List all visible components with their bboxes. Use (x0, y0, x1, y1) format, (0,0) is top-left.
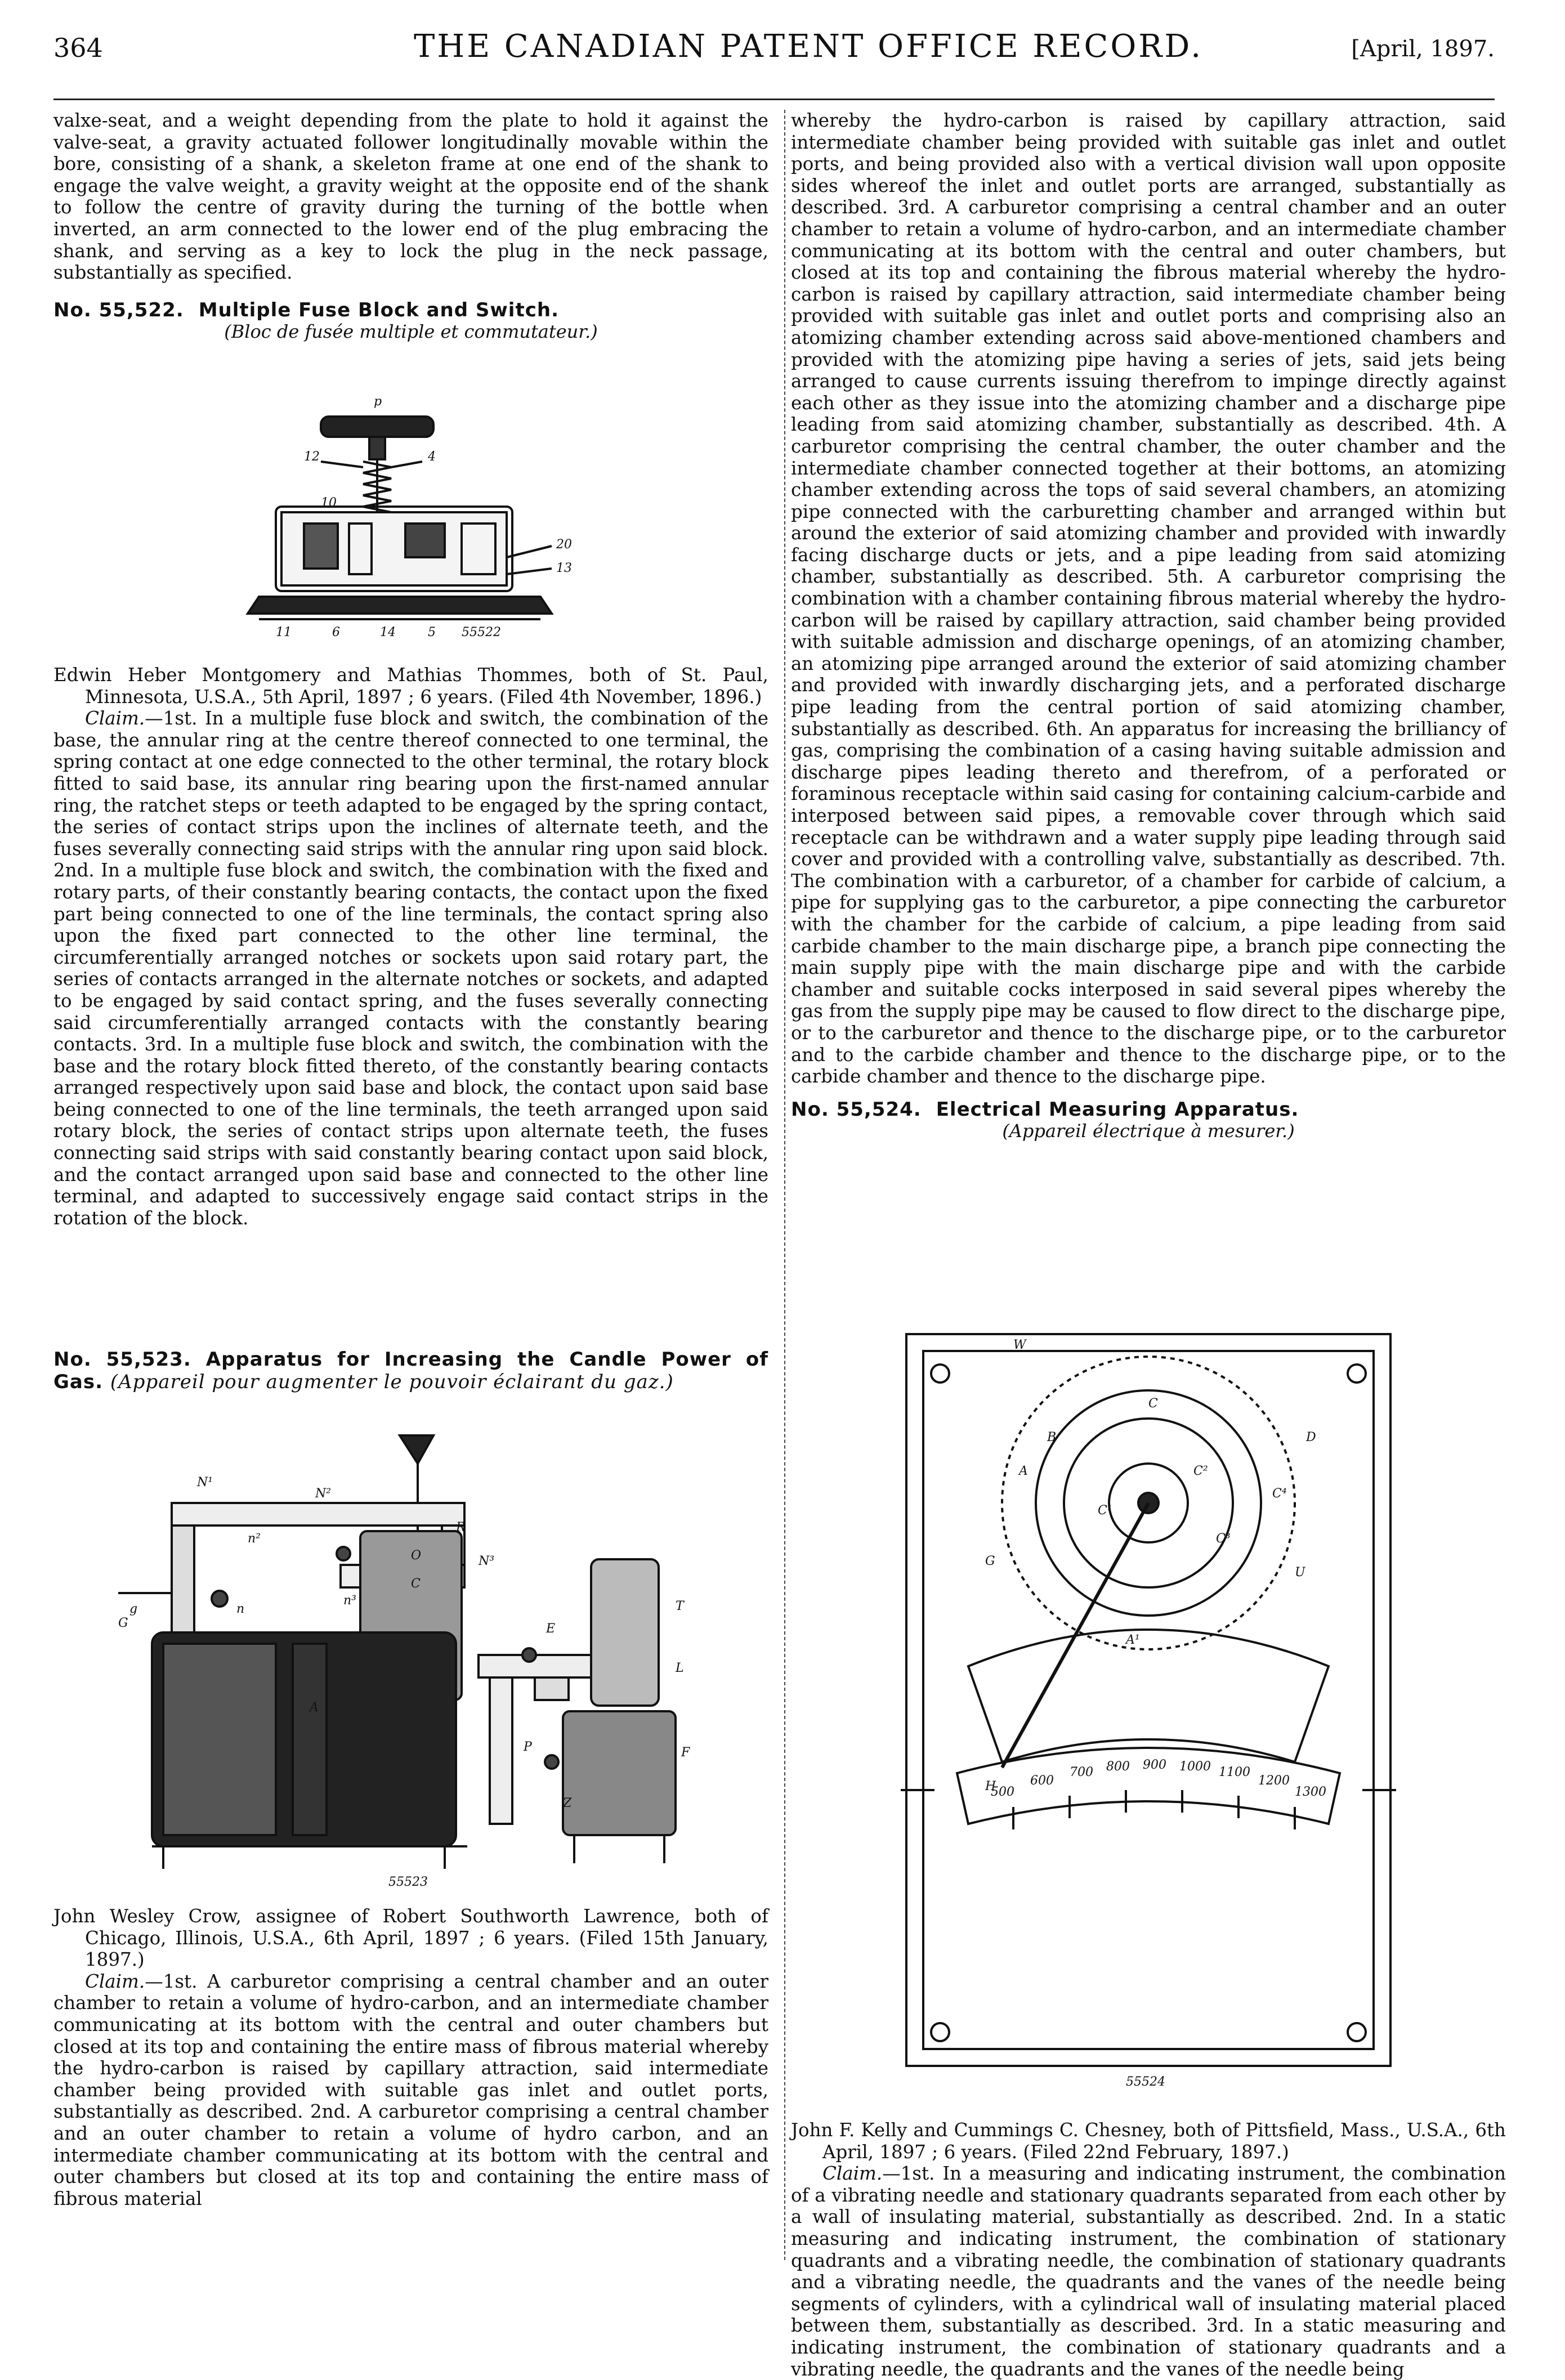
scale-label: 900 (1143, 1758, 1166, 1772)
figure-label: Z (563, 1796, 572, 1810)
claim-text: —1st. A carburetor comprising a central chamber and an outer chamber to retain a volume of hydro-carbon, and an intermediate chamber communicating at its bottom with the central and outer chambers but closed at its top and containing the entire mass of fibrous material whereby the hydro-carbon is raised by capillary attraction, said intermediate chamber being provided with suitable gas inlet and outlet ports, substantially as described. 2nd. A carburetor comprising a central chamber and an outer chamber to retain a volume of hydro carbon, and an intermediate chamber communicating at its bottom with the central and outer chambers but closed at its top and containing the entire mass of fibrous material (53, 1970, 768, 2209)
figure-number: 55524 (1126, 2075, 1165, 2089)
carburetor-figure (96, 1419, 737, 1891)
figure-label: P (524, 1740, 532, 1754)
claims (791, 2163, 1506, 2380)
figure-label: E (546, 1622, 556, 1636)
figure-label: 6 (332, 625, 340, 639)
page-header (53, 28, 1495, 68)
figure-label: N² (315, 1487, 332, 1501)
figure-label: 12 (304, 450, 320, 464)
fuse-block-figure (236, 388, 597, 647)
figure-label: C³ (1216, 1532, 1231, 1546)
inventors: John Wesley Crow, assignee of Robert Southworth Lawrence, both of Chicago, Illinois, U.S.A., 6th April, 1897 ; 6 years. (Filed 15th January, 1897.) (53, 1905, 768, 1971)
figure-label: n² (248, 1532, 261, 1546)
figure-label: A¹ (1126, 1633, 1140, 1647)
header-rule (53, 99, 1495, 100)
patent-title: Electrical Measuring Apparatus. (936, 1098, 1299, 1121)
figure-label: 10 (321, 496, 337, 510)
patent-title: Apparatus for Increasing the Candle Power of Gas. (53, 1348, 769, 1393)
claim-text: —1st. In a measuring and indicating instrument, the combination of a vibrating needle and stationary quadrants separated from each other by a wall of insulating material, substantially as described. 2nd. In a static measuring and indicating instrument, the combination of stationary quadrants and a vibrating needle, the combination of stationary quadrants and a vibrating needle, the quadrants and the vanes of the needle being segments of cylinders, with a cylindrical wall of insulating material placed between them, substantially as described. 3rd. In a static measuring and indicating instrument, the combination of stationary quadrants and a vibrating needle, the quadrants and the vanes of the needle being (791, 2163, 1506, 2380)
claims (53, 708, 768, 1229)
figure-label: g (129, 1602, 138, 1616)
figure-label: D (1306, 1430, 1316, 1444)
scale-label: 1200 (1258, 1774, 1290, 1788)
figure-label: 4 (428, 450, 436, 464)
scale-label: 1300 (1295, 1785, 1326, 1799)
continued-claim-text: valxe-seat, and a weight depending from the plate to hold it against the valve-seat, a gravity actuated follower longitudinally movable within the bore, consisting of a shank, a skeleton frame at one end of the shank to engage the valve weight, a gravity weight at the opposite end of the shank to follow the centre of gravity during the turning of the bottle when inverted, an arm connected to the lower end of the plug embracing the shank, and serving as a key to lock the plug in the neck passage, substantially as specified. (53, 110, 768, 284)
figure-number: 55523 (388, 1875, 428, 1889)
scale-label: 600 (1030, 1774, 1054, 1788)
page-number: 364 (53, 33, 103, 63)
figure-label: H (985, 1779, 996, 1793)
left-column-top (53, 110, 768, 343)
right-column-524-text (791, 2119, 1506, 2380)
figure-label: A (1019, 1464, 1028, 1478)
claim-label: Claim. (85, 1970, 145, 1992)
figure-label: W (1013, 1338, 1026, 1352)
figure-label: N³ (479, 1554, 495, 1568)
figure-label: T (676, 1599, 684, 1613)
patent-title: Multiple Fuse Block and Switch. (198, 298, 559, 321)
figure-label: A (310, 1701, 319, 1715)
continued-claim-text: whereby the hydro-carbon is raised by capillary attraction, said intermediate chamber being provided with suitable gas inlet and outlet ports, and being provided also with a vertical division wall upon opposite sides whereof the inlet and outlet ports are arranged, substantially as described. 3rd. A carburetor comprising a central chamber and an outer chamber to retain a volume of hydro-carbon, and an intermediate chamber communicating at its bottom with the central and outer chambers, but closed at its top and containing the fibrous material whereby the hydro-carbon is raised by capillary attraction, said intermediate chamber being provided with suitable gas inlet and outlet ports and comprising also an atomizing chamber extending across said above-mentioned chambers and provided with the atomizing pipe having a series of jets, said jets being arranged to cause currents issuing therefrom to impinge directly against each other as they issue into the atomizing chamber and a discharge pipe leading from said atomizing chamber, substantially as described. 4th. A carburetor comprising the central chamber, the outer chamber and the intermediate chamber connected together at their bottoms, an atomizing chamber extending across the tops of said several chambers, an atomizing pipe connected with the carburetting chamber and arranged within but around the exterior of said atomizing chamber and provided with inwardly facing discharge ducts or jets, and a pipe leading from said atomizing chamber, substantially as described. 5th. A carburetor comprising the combination with a chamber containing fibrous material whereby the hydro-carbon will be raised by capillary attraction, said chamber being provided with suitable admission and discharge openings, of an atomizing chamber, an atomizing pipe arranged around the exterior of said atomizing chamber and provided with inwardly discharging jets, and a perforated discharge pipe leading from the central portion of said atomizing chamber, substantially as described. 6th. An apparatus for increasing the brilliancy of gas, comprising the combination of a casing having suitable admission and discharge pipes leading thereto and therefrom, of a perforated or foraminous receptacle within said casing for containing calcium-carbide and interposed between said pipes, a removable cover through which said receptacle can be withdrawn and a water supply pipe leading through said cover and provided with a controlling valve, substantially as described. 7th. The combination with a carburetor, of a chamber for carbide of calcium, a pipe for supplying gas to the carburetor, a pipe connecting the carburetor with the chamber for the carbide of calcium, a pipe leading from said carbide chamber to the main discharge pipe, a branch pipe connecting the main supply pipe with the main discharge pipe and with the carbide chamber and suitable cocks interposed in said several pipes whereby the gas from the supply pipe may be caused to flow direct to the discharge pipe, or to the carburetor and thence to the discharge pipe, or to the carburetor and to the carbide chamber and thence to the discharge pipe, or to the carbide chamber and thence to the discharge pipe. (791, 110, 1506, 1088)
figure-label: G (985, 1554, 995, 1568)
right-column-top (791, 110, 1506, 1142)
scale-label: 700 (1070, 1765, 1093, 1779)
figure-label: F (681, 1746, 690, 1760)
patent-heading-55524 (791, 1099, 1506, 1121)
inventors: John F. Kelly and Cummings C. Chesney, both of Pittsfield, Mass., U.S.A., 6th April, 1897 ; 6 years. (Filed 22nd February, 1897.) (791, 2119, 1506, 2163)
figure-label: U (1295, 1565, 1305, 1580)
claims (53, 1971, 768, 2210)
left-column-523-text (53, 1905, 768, 2209)
patent-number: No. 55,522. (53, 298, 184, 321)
claim-text: —1st. In a multiple fuse block and switch, the combination of the base, the annular ring at the centre thereof connected to one terminal, the spring contact at one edge connected to the other terminal, the rotary block fitted to said base, its annular ring bearing upon the first-named annular ring, the ratchet steps or teeth adapted to be engaged by the spring contact, the series of contact strips upon the inclines of alternate teeth, and the fuses severally connecting said strips with the annular ring upon said block. 2nd. In a multiple fuse block and switch, the combination with the fixed and rotary parts, of their constantly bearing contacts, the contact upon the fixed part being connected to one of the line terminals, the contact spring also upon the fixed part connected to the other line terminal, the circumferentially arranged notches or sockets upon said rotary part, the series of contacts arranged in the alternate notches or sockets, and adapted to be engaged by said contact spring, and the fuses severally connecting said circumferentially arranged contacts with the constantly bearing contacts. 3rd. In a multiple fuse block and switch, the combination with the base and the rotary block fitted thereto, of the constantly bearing contacts arranged respectively upon said base and block, the contact upon said base being connected to one of the line terminals, the teeth arranged upon said rotary block, the series of contact strips upon alternate teeth, the fuses connecting said strips with said constantly bearing contact upon said block, and the contact arranged upon said base and connected to the other line terminal, and adapted to successively engage said contact strips in the rotation of the block. (53, 708, 768, 1229)
claim-label: Claim. (822, 2163, 883, 2185)
figure-label: G (118, 1616, 128, 1630)
figure-label: N¹ (197, 1475, 213, 1489)
figure-label: O (411, 1549, 422, 1563)
french-title: (Appareil pour augmenter le pouvoir éclairant du gaz.) (110, 1371, 674, 1393)
issue-date: [April, 1897. (1351, 36, 1495, 62)
figure-label: R (456, 1520, 466, 1535)
figure-label: C¹ (1098, 1504, 1112, 1518)
figure-label: C (411, 1577, 421, 1591)
figure-label: 20 (556, 538, 572, 552)
figure-label: C (1148, 1397, 1158, 1411)
figure-label: C² (1193, 1464, 1208, 1478)
scale-label: 800 (1106, 1760, 1130, 1774)
column-divider (784, 110, 785, 2260)
scale-label: 500 (991, 1785, 1014, 1799)
patent-number: No. 55,524. (791, 1098, 922, 1121)
figure-label: 11 (276, 625, 292, 639)
figure-label: B (1047, 1430, 1057, 1444)
french-title: (Appareil électrique à mesurer.) (1002, 1120, 1295, 1142)
figure-number: 55522 (462, 625, 501, 639)
figure-label: 5 (428, 625, 436, 639)
claim-label: Claim. (85, 708, 145, 730)
patent-heading-55522 (53, 299, 768, 321)
figure-label: 14 (380, 625, 396, 639)
scale-label: 1100 (1219, 1765, 1250, 1779)
measuring-apparatus-figure (901, 1328, 1396, 2105)
patent-number: No. 55,523. (53, 1348, 191, 1371)
figure-label: C⁴ (1272, 1487, 1287, 1501)
french-title: (Bloc de fusée multiple et commutateur.) (224, 321, 598, 343)
left-column-523-heading (53, 1348, 768, 1393)
figure-label: n (236, 1602, 245, 1616)
figure-label: p (374, 395, 382, 409)
publication-title: THE CANADIAN PATENT OFFICE RECORD. (414, 28, 1204, 65)
patent-heading-55523 (53, 1348, 768, 1393)
figure-label: L (676, 1661, 684, 1675)
figure-label: 13 (556, 561, 572, 575)
inventors: Edwin Heber Montgomery and Mathias Thommes, both of St. Paul, Minnesota, U.S.A., 5th April, 1897 ; 6 years. (Filed 4th November, 1896.) (53, 664, 768, 708)
scale-label: 1000 (1179, 1760, 1211, 1774)
figure-label: n³ (343, 1594, 356, 1608)
left-column-522-text (53, 664, 768, 1229)
